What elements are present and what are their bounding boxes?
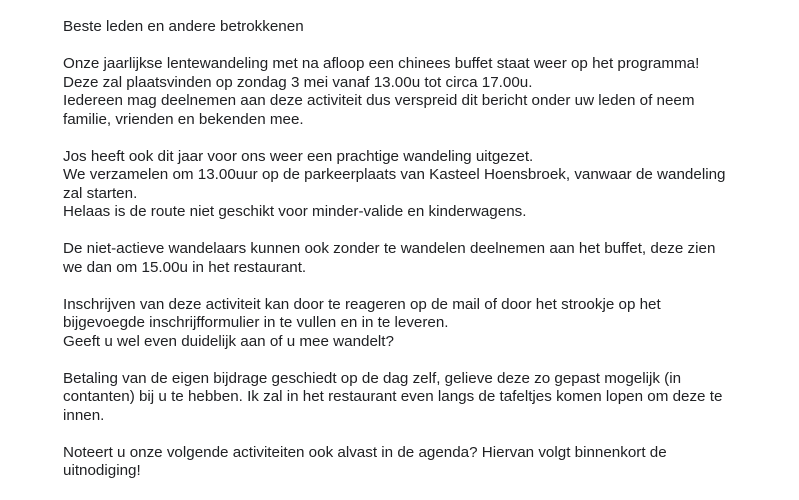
- email-body: [63, 18, 763, 499]
- paragraph-agenda: [63, 444, 763, 481]
- text-line: De niet-actieve wandelaars kunnen ook zonder te wandelen deelnemen aan het buffet, deze zien: [63, 240, 716, 257]
- paragraph-announcement: [63, 55, 763, 129]
- text-line: Helaas is de route niet geschikt voor minder-valide en kinderwagens.: [63, 203, 527, 220]
- text-line: contanten) bij u te hebben. Ik zal in het restaurant even langs de tafeltjes komen lopen om deze te: [63, 388, 723, 405]
- text-line: familie, vrienden en bekenden mee.: [63, 110, 304, 128]
- paragraph-non-walkers: [63, 240, 763, 277]
- text-line: uitnodiging!: [63, 462, 141, 479]
- paragraph-registration: [63, 296, 763, 352]
- text-line: We verzamelen om 13.00uur op de parkeerplaats van Kasteel Hoensbroek, vanwaar de wandeling: [63, 166, 726, 183]
- text-line: Geeft u wel even duidelijk aan of u mee wandelt?: [63, 332, 394, 350]
- greeting-line: Beste leden en andere betrokkenen: [63, 18, 304, 35]
- paragraph-payment: [63, 370, 763, 426]
- text-line: Noteert u onze volgende activiteiten ook alvast in de agenda? Hiervan volgt binnenkort de: [63, 443, 667, 461]
- text-line: Iedereen mag deelnemen aan deze activiteit dus verspreid dit bericht onder uw leden of neem: [63, 92, 695, 109]
- text-line: Inschrijven van deze activiteit kan door te reageren op de mail of door het strookje op het: [63, 295, 661, 313]
- text-line: Jos heeft ook dit jaar voor ons weer een prachtige wandeling uitgezet.: [63, 147, 534, 165]
- text-line: Onze jaarlijkse lentewandeling met na afloop een chinees buffet staat weer op het programma!: [63, 55, 700, 72]
- text-line: we dan om 15.00u in het restaurant.: [63, 258, 307, 276]
- email-greeting: [63, 18, 763, 37]
- paragraph-route: [63, 148, 763, 222]
- text-line: Deze zal plaatsvinden op zondag 3 mei vanaf 13.00u tot circa 17.00u.: [63, 73, 533, 91]
- text-line: bijgevoegde inschrijfformulier in te vullen en in te leveren.: [63, 314, 449, 331]
- text-line: Betaling van de eigen bijdrage geschiedt op de dag zelf, gelieve deze zo gepast mogelijk (in: [63, 369, 682, 387]
- text-line: zal starten.: [63, 184, 138, 202]
- text-line: innen.: [63, 406, 105, 424]
